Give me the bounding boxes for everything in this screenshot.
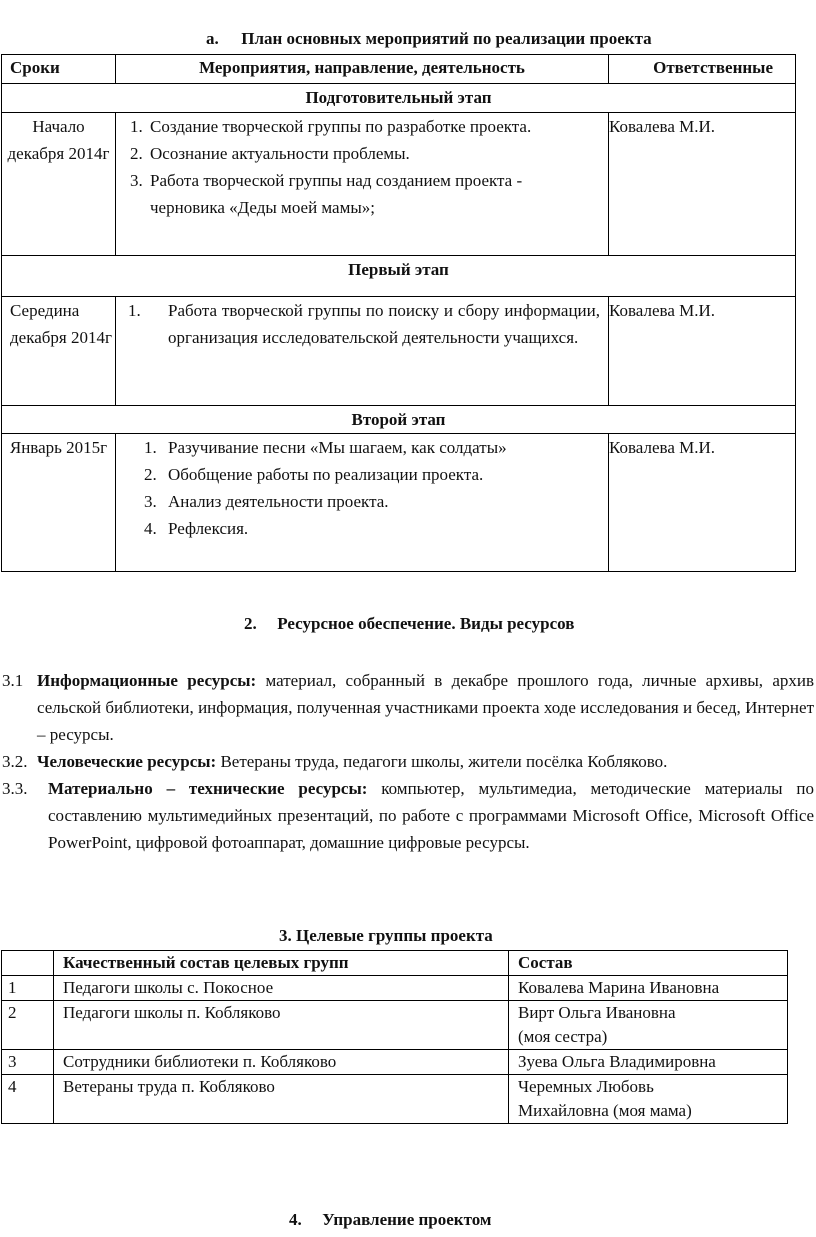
list-item: 4. Рефлексия.	[144, 519, 249, 538]
list-item: 2. Осознание актуальности проблемы.	[130, 144, 410, 163]
management-title-marker: 4.	[289, 1210, 302, 1229]
stage-activities	[116, 434, 609, 572]
groups-header-composition: Качественный состав целевых групп	[54, 951, 509, 976]
row-group: Ветераны труда п. Кобляково	[54, 1075, 509, 1124]
list-item: 3. Работа творческой группы над созданием проекта - черновика «Деды моей мамы»;	[130, 171, 523, 217]
resource-label: Информационные ресурсы:	[37, 671, 257, 690]
stage-row-second	[2, 406, 796, 434]
row-number: 4	[2, 1075, 54, 1124]
row-members: Зуева Ольга Владимировна	[509, 1050, 788, 1075]
groups-header-members: Состав	[509, 951, 788, 976]
groups-header-num	[2, 951, 54, 976]
management-title	[289, 1210, 491, 1230]
table-row	[2, 1001, 788, 1050]
stage-row-preparatory	[2, 84, 796, 113]
stage-term: Середина декабря 2014г	[2, 297, 116, 406]
resources-title	[244, 614, 574, 634]
groups-table	[1, 950, 788, 1124]
list-item: 1. Разучивание песни «Мы шагаем, как солдаты»	[144, 438, 507, 457]
plan-table	[1, 54, 796, 572]
row-group: Сотрудники библиотеки п. Кобляково	[54, 1050, 509, 1075]
stage-responsible: Ковалева М.И.	[609, 113, 796, 256]
stage-name: Подготовительный этап	[2, 84, 796, 113]
resource-label: Материально – технические ресурсы:	[48, 779, 368, 798]
resource-text: компьютер, мультимедиа, методические материалы по составлению мультимедийных презентаций, по работе с программами Microsoft Office, Microsoft Office PowerPoint, цифровой фотоаппарат, домашние цифровые ресурсы.	[48, 779, 814, 852]
stage-activities	[116, 297, 609, 406]
groups-header-row	[2, 951, 788, 976]
row-number: 1	[2, 976, 54, 1001]
stage-term: Январь 2015г	[2, 434, 116, 572]
plan-title-text: План основных мероприятий по реализации проекта	[241, 29, 652, 48]
stage-content-row	[2, 297, 796, 406]
resource-number: 3.3.	[2, 779, 28, 798]
list-item: 2. Обобщение работы по реализации проекта.	[144, 465, 484, 484]
list-item: 1. Работа творческой группы по поиску и сбору информации, организация исследовательской деятельности учащихся.	[128, 301, 600, 347]
header-activities: Мероприятия, направление, деятельность	[116, 55, 609, 84]
resources-title-text: Ресурсное обеспечение. Виды ресурсов	[277, 614, 575, 633]
row-members: Ковалева Марина Ивановна	[509, 976, 788, 1001]
list-item: 1. Создание творческой группы по разработке проекта.	[130, 117, 532, 136]
resources-title-marker: 2.	[244, 614, 257, 633]
stage-name: Второй этап	[2, 406, 796, 434]
row-members: Черемных Любовь Михайловна (моя мама)	[509, 1075, 788, 1124]
resource-text: Ветераны труда, педагоги школы, жители посёлка Кобляково.	[216, 752, 668, 771]
stage-content-row	[2, 113, 796, 256]
stage-responsible: Ковалева М.И.	[609, 297, 796, 406]
groups-title: 3. Целевые группы проекта	[279, 926, 493, 945]
plan-header-row	[2, 55, 796, 84]
resource-number: 3.2.	[2, 752, 28, 771]
stage-activities	[116, 113, 609, 256]
resource-text: материал, собранный в декабре прошлого года, личные архивы, архив сельской библиотеки, информация, полученная участниками проекта ходе исследования и бесед, Интернет – ресурсы.	[37, 671, 814, 744]
table-row	[2, 976, 788, 1001]
header-terms: Сроки	[2, 55, 116, 84]
table-row	[2, 1050, 788, 1075]
stage-name: Первый этап	[2, 256, 796, 297]
plan-title-marker: a.	[206, 29, 219, 48]
plan-title	[206, 29, 652, 49]
row-number: 3	[2, 1050, 54, 1075]
resource-item	[0, 775, 816, 856]
header-responsible: Ответственные	[609, 55, 796, 84]
resource-item	[0, 667, 816, 748]
row-group: Педагоги школы п. Кобляково	[54, 1001, 509, 1050]
management-title-text: Управление проектом	[322, 1210, 492, 1229]
table-row	[2, 1075, 788, 1124]
row-members: Вирт Ольга Ивановна (моя сестра)	[509, 1001, 788, 1050]
resource-label: Человеческие ресурсы:	[37, 752, 217, 771]
resource-item	[0, 748, 816, 775]
stage-term: Начало декабря 2014г	[2, 113, 116, 256]
list-item: 3. Анализ деятельности проекта.	[144, 492, 389, 511]
row-number: 2	[2, 1001, 54, 1050]
resource-number: 3.1	[2, 671, 24, 690]
stage-responsible: Ковалева М.И.	[609, 434, 796, 572]
stage-row-first	[2, 256, 796, 297]
stage-content-row	[2, 434, 796, 572]
row-group: Педагоги школы с. Покосное	[54, 976, 509, 1001]
